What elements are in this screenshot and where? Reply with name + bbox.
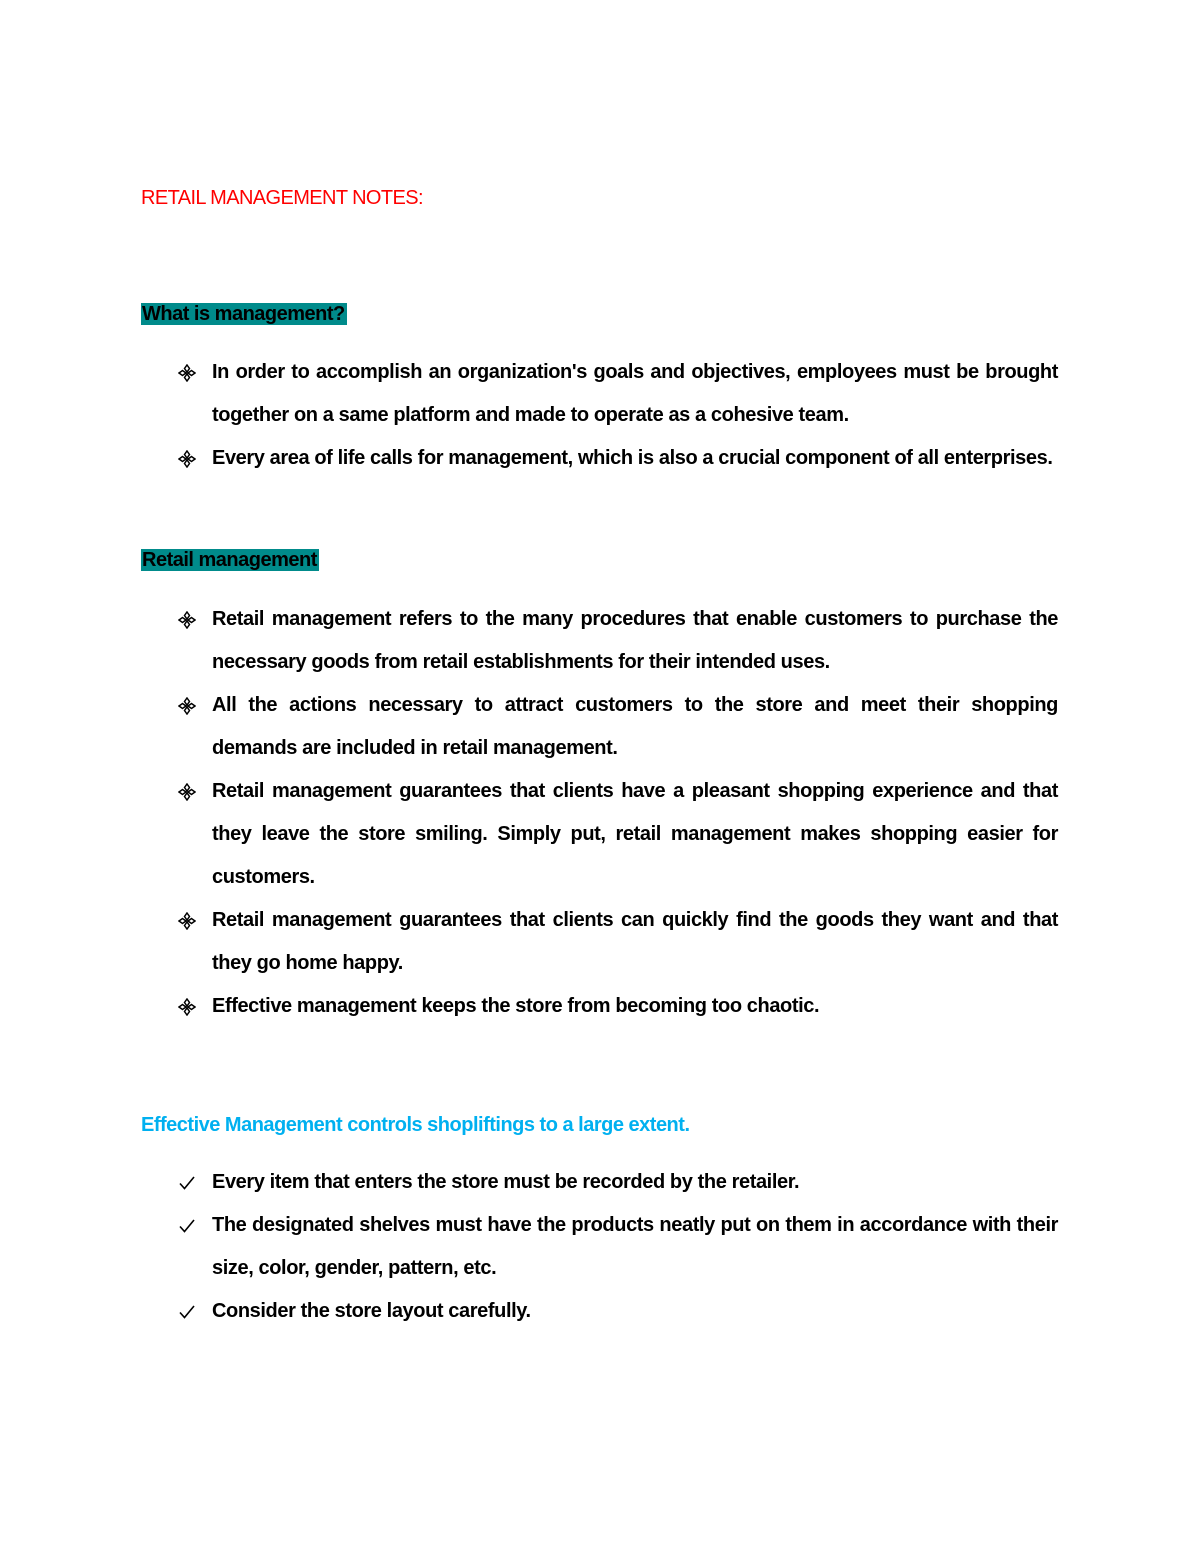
four-diamond-bullet-icon <box>176 770 198 813</box>
list-item-text: Consider the store layout carefully. <box>212 1300 531 1322</box>
list-item <box>176 899 1058 985</box>
section-heading-what-is-management <box>141 302 347 326</box>
list-item <box>176 770 1058 899</box>
section-heading-shoplifting: Effective Management controls shopliftings to a large extent. <box>141 1114 690 1136</box>
checkmark-bullet-icon <box>176 1290 198 1333</box>
checkmark-bullet-icon <box>176 1204 198 1247</box>
four-diamond-bullet-icon <box>176 899 198 942</box>
list-item <box>176 351 1058 437</box>
list-item <box>176 1204 1058 1290</box>
list-item <box>176 598 1058 684</box>
checkmark-bullet-icon <box>176 1161 198 1204</box>
list-item <box>176 985 1058 1028</box>
list-item-text: The designated shelves must have the products neatly put on them in accordance with their size, color, gender, pattern, etc. <box>212 1214 1058 1279</box>
four-diamond-bullet-icon <box>176 684 198 727</box>
list-item <box>176 1161 1058 1204</box>
list-item-text: Retail management guarantees that clients can quickly find the goods they want and that they go home happy. <box>212 909 1058 974</box>
document-title: RETAIL MANAGEMENT NOTES: <box>141 187 423 209</box>
four-diamond-bullet-icon <box>176 985 198 1028</box>
four-diamond-bullet-icon <box>176 351 198 394</box>
list-item-text: All the actions necessary to attract customers to the store and meet their shopping demands are included in retail management. <box>212 694 1058 759</box>
list-item <box>176 684 1058 770</box>
list-item-text: Every item that enters the store must be recorded by the retailer. <box>212 1171 800 1193</box>
highlighted-heading-text: What is management? <box>142 303 345 325</box>
section-heading-retail-management <box>141 548 319 572</box>
list-item-text: Effective management keeps the store from becoming too chaotic. <box>212 995 820 1017</box>
list-item-text: Every area of life calls for management, which is also a crucial component of all enterprises. <box>212 447 1053 469</box>
bullet-list-shoplifting <box>176 1161 1058 1333</box>
four-diamond-bullet-icon <box>176 437 198 480</box>
list-item <box>176 437 1058 480</box>
bullet-list-retail-management <box>176 598 1058 1028</box>
bullet-list-management <box>176 351 1058 480</box>
list-item <box>176 1290 1058 1333</box>
list-item-text: Retail management guarantees that clients have a pleasant shopping experience and that they leave the store smiling. Simply put, retail management makes shopping easier for customers. <box>212 780 1058 888</box>
highlighted-heading-text: Retail management <box>142 549 317 571</box>
list-item-text: Retail management refers to the many procedures that enable customers to purchase the necessary goods from retail establishments for their intended uses. <box>212 608 1058 673</box>
list-item-text: In order to accomplish an organization's goals and objectives, employees must be brought together on a same platform and made to operate as a cohesive team. <box>212 361 1058 426</box>
four-diamond-bullet-icon <box>176 598 198 641</box>
